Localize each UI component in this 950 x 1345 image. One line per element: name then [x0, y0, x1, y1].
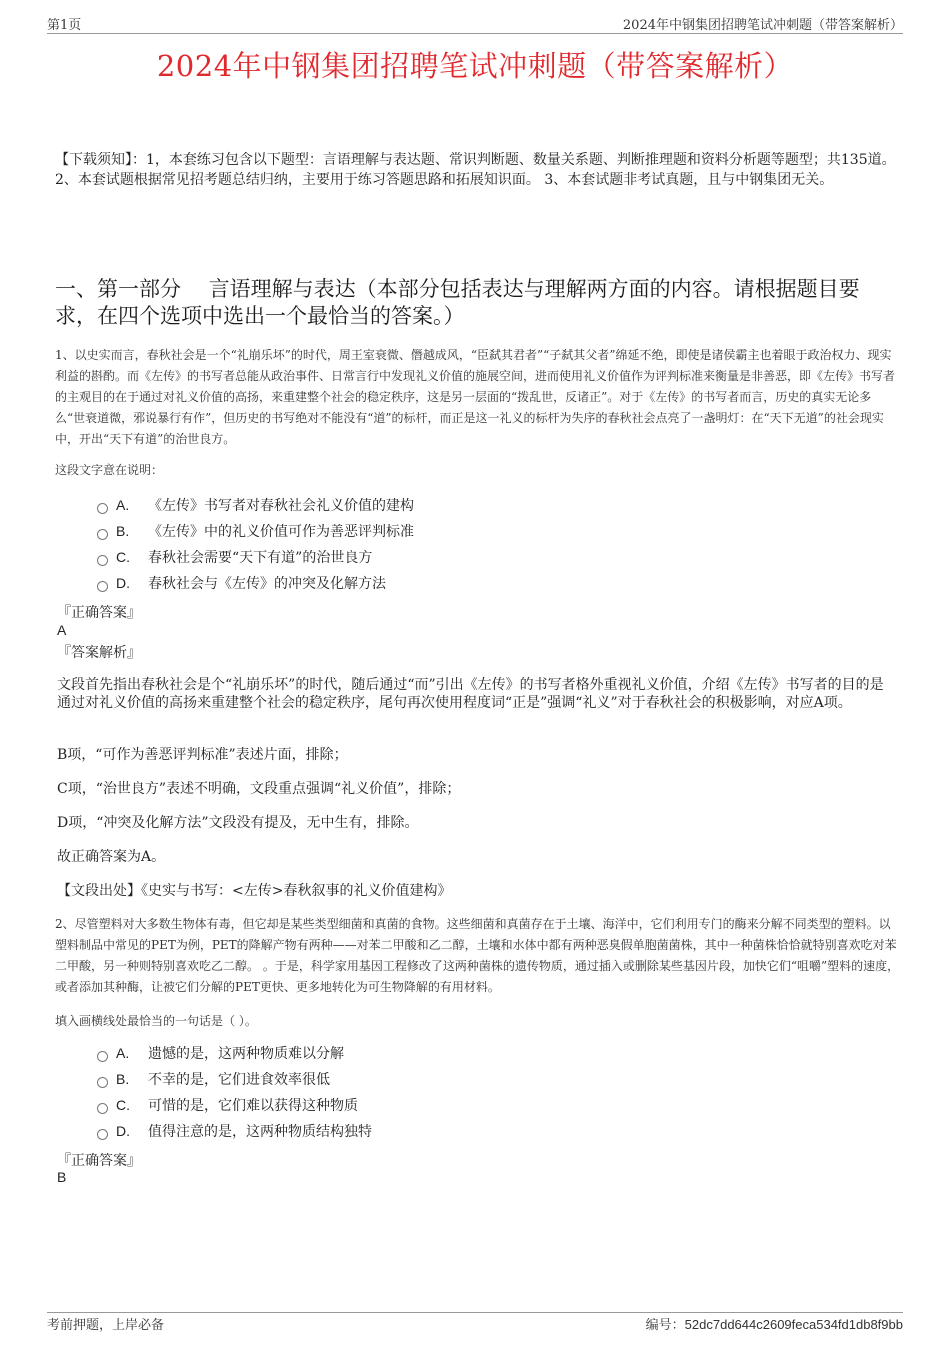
- question-1-option-d[interactable]: D. 春秋社会与《左传》的冲突及化解方法: [97, 570, 414, 596]
- question-1-analysis-conclusion: 故正确答案为A。: [57, 849, 166, 865]
- question-2-text: 2、尽管塑料对大多数生物体有毒，但它却是某些类型细菌和真菌的食物。这些细菌和真菌存在于土壤、海洋中，它们利用专门的酶来分解不同类型的塑料。以塑料制品中常见的PET为例，PET的降解产物有两种——对苯二甲酸和乙二醇，土壤和水体中都有两种恶臭假单胞菌菌株，其中一种菌株恰恰就特别喜欢吃对苯二甲酸，另一种则特别喜欢吃乙二醇。 。于是，科学家用基因工程修改了这两种菌株的遗传物质，通过插入或删除某些基因片段，加快它们“咀嚼”塑料的速度，或者添加其种酶，让被它们分解的PET更快、更多地转化为可生物降解的有用材料。: [55, 917, 900, 994]
- question-1-stem: 这段文字意在说明：: [55, 463, 164, 477]
- download-notice: 【下载须知】：1，本套练习包含以下题型：言语理解与表达题、常识判断题、数量关系题、判断推理题和资料分析题等题型；共135道。 2、本套试题根据常见招考题总结归纳，主要用于练习答题思路和拓展知识面。 3、本套试题非考试真题，且与中钢集团无关。: [55, 152, 896, 188]
- question-1-option-b[interactable]: B. 《左传》中的礼义价值可作为善恶评判标准: [97, 518, 414, 544]
- question-1-analysis-tag: 『答案解析』: [57, 645, 141, 661]
- radio-icon[interactable]: [97, 555, 108, 566]
- radio-icon[interactable]: [97, 581, 108, 592]
- question-1-source: 【文段出处】《史实与书写：<左传>春秋叙事的礼义价值建构》: [57, 883, 452, 899]
- question-2-options: [97, 1040, 372, 1144]
- question-1-options: [97, 492, 414, 596]
- radio-icon[interactable]: [97, 1103, 108, 1114]
- question-1-option-c[interactable]: C. 春秋社会需要“天下有道”的治世良方: [97, 544, 414, 570]
- footer-slogan: 考前押题，上岸必备: [47, 1318, 165, 1333]
- page-number: 第1页: [47, 18, 82, 33]
- radio-icon[interactable]: [97, 503, 108, 514]
- question-2-answer: B: [57, 1169, 67, 1185]
- question-2-option-d[interactable]: D. 值得注意的是，这两种物质结构独特: [97, 1118, 372, 1144]
- radio-icon[interactable]: [97, 1077, 108, 1088]
- question-2-option-a[interactable]: A. 遗憾的是，这两种物质难以分解: [97, 1040, 372, 1066]
- question-1-analysis-c: C项，“治世良方”表述不明确，文段重点强调“礼义价值”，排除；: [57, 781, 461, 797]
- page-header: [47, 14, 903, 34]
- question-1-option-a[interactable]: A. 《左传》书写者对春秋社会礼义价值的建构: [97, 492, 414, 518]
- footer-code: 编号：52dc7dd644c2609feca534fd1db8f9bb: [645, 1317, 903, 1333]
- header-divider: [47, 33, 903, 34]
- radio-icon[interactable]: [97, 529, 108, 540]
- radio-icon[interactable]: [97, 1051, 108, 1062]
- footer-divider: [47, 1312, 903, 1313]
- question-1-text: 1、以史实而言，春秋社会是一个“礼崩乐坏”的时代，周王室衰微、僭越成风，“臣弑其君者”“子弑其父者”绵延不绝，即使是诸侯霸主也着眼于政治权力、现实利益的斟酌。而《左传》的书写者总能从政治事件、日常言行中发现礼义价值的施展空间，进而使用礼义价值作为评判标准来衡量是非善恶，即《左传》书写者的主观目的在于通过对礼义价值的高扬，来重建整个社会的稳定秩序，这是另一层面的“拨乱世，反诸正”。对于《左传》的书写者而言，历史的真实无论多么“世衰道微，邪说暴行有作”，但历史的书写绝对不能没有“道”的标杆，而正是这一礼义的标杆为失序的春秋社会点亮了一盏明灯：在“天下无道”的社会现实中，开出“天下有道”的治世良方。: [55, 348, 896, 446]
- section-heading: 一、第一部分 言语理解与表达（本部分包括表达与理解两方面的内容。请根据题目要求，在四个选项中选出一个最恰当的答案。）: [55, 277, 860, 328]
- page-title: 2024年中钢集团招聘笔试冲刺题（带答案解析）: [156, 49, 794, 83]
- question-1-analysis-main: 文段首先指出春秋社会是个“礼崩乐坏”的时代，随后通过“而”引出《左传》的书写者格外重视礼义价值，介绍《左传》书写者的目的是通过对礼义价值的高扬来重建整个社会的稳定秩序，尾句再次使用程度词“正是”强调“礼义”对于春秋社会的积极影响，对应A项。: [57, 677, 884, 711]
- question-1-analysis-d: D项，“冲突及化解方法”文段没有提及，无中生有，排除。: [57, 815, 419, 831]
- header-doc-title: 2024年中钢集团招聘笔试冲刺题（带答案解析）: [622, 18, 903, 33]
- question-2-answer-tag: 『正确答案』: [57, 1153, 141, 1169]
- question-1-analysis-b: B项，“可作为善恶评判标准”表述片面，排除；: [57, 747, 348, 763]
- question-2-option-b[interactable]: B. 不幸的是，它们进食效率很低: [97, 1066, 372, 1092]
- question-2-option-c[interactable]: C. 可惜的是，它们难以获得这种物质: [97, 1092, 372, 1118]
- question-1-answer: A: [57, 622, 67, 638]
- question-2-stem: 填入画横线处最恰当的一句话是（ ）。: [55, 1014, 257, 1028]
- radio-icon[interactable]: [97, 1129, 108, 1140]
- question-1-answer-tag: 『正确答案』: [57, 605, 141, 621]
